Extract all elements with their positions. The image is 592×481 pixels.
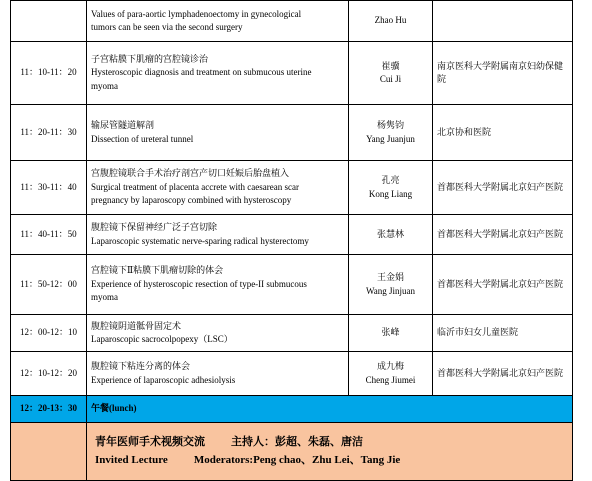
topic-en: Experience of hysteroscopic resection of type-II submucous: [91, 278, 307, 289]
speaker-cn: Zhao Hu: [374, 15, 407, 26]
topic-cn: 腹腔镜下保留神经广泛子宫切除: [91, 222, 218, 232]
topic-cn: 宫腹腔镜联合手术治疗剖宫产切口妊娠后胎盘植入: [91, 168, 290, 179]
table-row: [11, 105, 573, 161]
time-cell: 11：10-11：20: [11, 42, 87, 105]
section-title-cn: 青年医师手术视频交流: [95, 435, 205, 448]
institution-cell: 首都医科大学附属北京妇产医院: [433, 352, 573, 396]
institution-cell: 首都医科大学附属北京妇产医院: [433, 161, 573, 215]
speaker-en: Kong Liang: [368, 188, 413, 199]
speaker-cn: 张慧林: [376, 228, 404, 239]
table-row: [11, 42, 573, 105]
speaker-en: Cheng Jiumei: [365, 374, 416, 385]
section-header-cell: [87, 423, 573, 481]
topic-cn: 腹腔镜阴道骶骨固定术: [91, 320, 182, 331]
speaker-cell: [349, 161, 433, 215]
table-row: [11, 1, 573, 42]
speaker-cell: [349, 315, 433, 352]
speaker-cell: [349, 352, 433, 396]
speaker-cn: 孔亮: [381, 175, 400, 185]
speaker-cell: [349, 1, 433, 42]
speaker-cn: 王金娟: [376, 272, 404, 282]
speaker-cn: 杨隽钧: [376, 120, 404, 130]
topic-en: Laparoscopic systematic nerve-sparing radical hysterectomy: [91, 235, 309, 246]
table-row: [11, 161, 573, 215]
topic-cell: [87, 105, 349, 161]
speaker-cn: 张峰: [381, 327, 400, 338]
speaker-cn: 成九梅: [376, 361, 404, 371]
speaker-cell: [349, 255, 433, 315]
topic-cn: 子宫粘膜下肌瘤的宫腔镜诊治: [91, 53, 209, 64]
speaker-en: Cui Ji: [379, 74, 402, 84]
institution-cell: 首都医科大学附属北京妇产医院: [433, 215, 573, 255]
topic-cell: [87, 161, 349, 215]
topic-en: myoma: [91, 292, 118, 303]
table-row: [11, 352, 573, 396]
time-cell: 11：20-11：30: [11, 105, 87, 161]
time-cell: 12：10-12：20: [11, 352, 87, 396]
time-cell: 11：50-12：00: [11, 255, 87, 315]
section-line-en: [95, 452, 568, 470]
topic-cell: [87, 255, 349, 315]
topic-en: myoma: [91, 80, 118, 91]
section-title-en: Invited Lecture: [95, 453, 168, 466]
table-row: [11, 255, 573, 315]
topic-en: Dissection of ureteral tunnel: [91, 133, 194, 144]
topic-en: Experience of laparoscopic adhesiolysis: [91, 374, 236, 385]
institution-cell: 北京协和医院: [433, 105, 573, 161]
topic-cell: [87, 352, 349, 396]
speaker-en: Wang Jinjuan: [365, 285, 416, 296]
schedule-table: [10, 0, 573, 481]
speaker-en: Yang Juanjun: [366, 133, 415, 144]
section-blank-cell: [11, 423, 87, 481]
section-header-row: [11, 423, 573, 481]
lunch-row: [11, 396, 573, 423]
speaker-cell: [349, 105, 433, 161]
topic-cn: 输尿管隧道解剖: [91, 120, 155, 130]
topic-cn: 腹腔镜下粘连分离的体会: [91, 361, 191, 371]
lunch-label: 午餐(lunch): [87, 396, 573, 423]
institution-cell: [433, 1, 573, 42]
speaker-cell: [349, 42, 433, 105]
topic-en: pregnancy by laparoscopy combined with hysteroscopy: [91, 195, 292, 206]
topic-en: Surgical treatment of placenta accrete with caesarean scar: [91, 181, 299, 192]
time-cell: 12：00-12：10: [11, 315, 87, 352]
section-line-cn: [95, 434, 568, 452]
topic-en: Hysteroscopic diagnosis and treatment on submucous uterine: [91, 67, 312, 78]
institution-cell: 首都医科大学附属北京妇产医院: [433, 255, 573, 315]
topic-en: tumors can be seen via the second surgery: [91, 22, 243, 32]
topic-cell: [87, 215, 349, 255]
institution-cell: 临沂市妇女儿童医院: [433, 315, 573, 352]
table-row: [11, 315, 573, 352]
topic-en: Values of para-aortic lymphadenoectomy in gynecological: [91, 8, 302, 19]
section-moderators-en: Moderators:Peng chao、Zhu Lei、Tang Jie: [193, 453, 401, 466]
speaker-cn: 崔骥: [381, 60, 400, 71]
topic-cell: [87, 315, 349, 352]
topic-cn: 宫腔镜下Ⅱ粘膜下肌瘤切除的体会: [91, 265, 224, 276]
time-cell: 11：30-11：40: [11, 161, 87, 215]
topic-cell: [87, 42, 349, 105]
time-cell: 11：40-11：50: [11, 215, 87, 255]
institution-cell: 南京医科大学附属南京妇幼保健院: [433, 42, 573, 105]
topic-cell: [87, 1, 349, 42]
section-moderators-cn: 主持人：彭超、朱磊、唐洁: [231, 435, 363, 448]
table-row: [11, 215, 573, 255]
lunch-time: 12：20-13：30: [11, 396, 87, 423]
time-cell: [11, 1, 87, 42]
topic-en: Laparoscopic sacrocolpopexy（LSC）: [91, 334, 233, 344]
speaker-cell: [349, 215, 433, 255]
